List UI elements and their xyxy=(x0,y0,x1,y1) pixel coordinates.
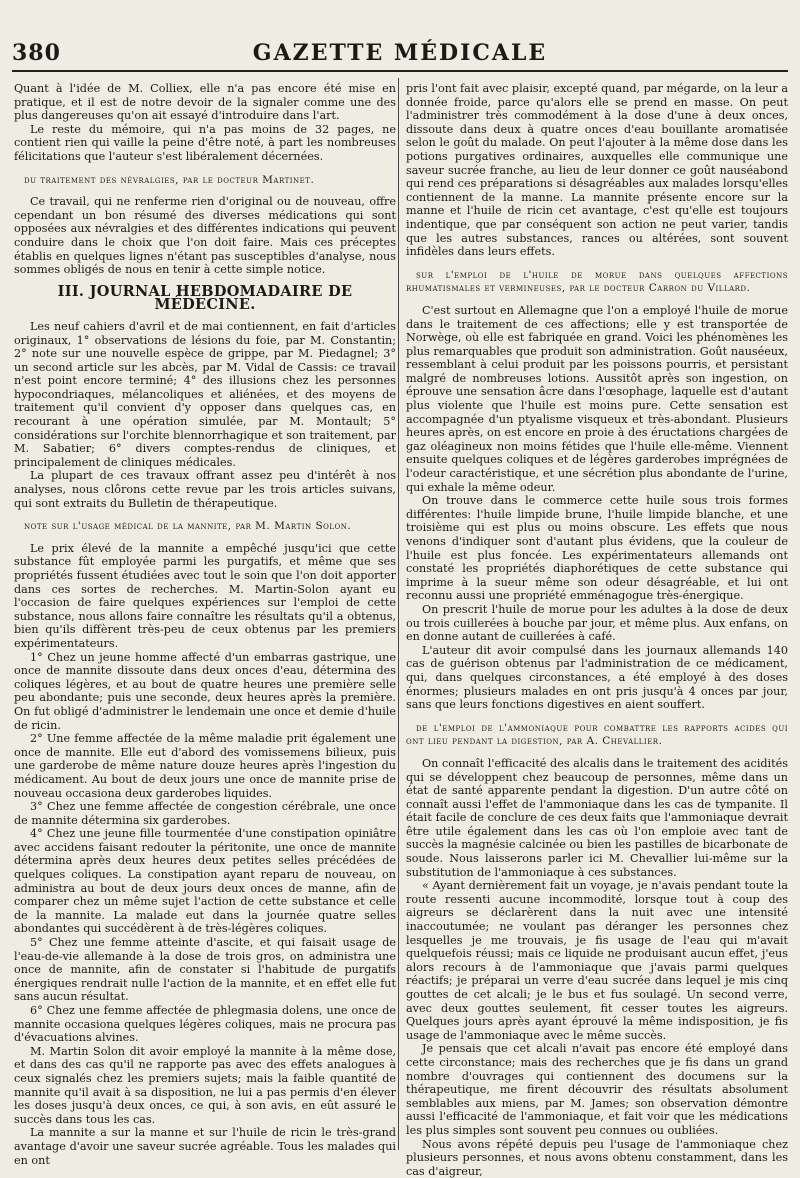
paragraph: 6° Chez une femme affectée de phlegmasia dolens, une once de mannite occasiona quelques légères coliques, mais ne procura pas d'évacuations alvines. xyxy=(14,1004,396,1045)
paragraph: pris l'ont fait avec plaisir, excepté quand, par mégarde, on la leur a donnée froide, parce qu'alors elle se prend en masse. On peut l'administrer très commodément à la dose d'une à deux onces, dissoute dans deux à quatre onces d'eau bouillante aromatisée selon le goût du malade. On peut l'ajouter à la même dose dans les potions purgatives ordinaires, auxquelles elle communique une saveur sucrée franche, au lieu de leur donner ce goût nauséabond qui rend ces préparations si désagréables aux malades lorsqu'elles contiennent de la manne. La mannite présente encore sur la manne et l'huile de ricin cet avantage, c'est qu'elle est toujours indentique, que par conséquent son action ne peut varier, tandis que les autres substances, rances ou altérées, sont souvent infidèles dans leurs effets. xyxy=(406,82,788,259)
journal-title: GAZETTE MÉDICALE xyxy=(252,40,548,66)
page-number: 380 xyxy=(12,40,61,66)
article-heading: de l'emploi de l'ammoniaque pour combattre les rapports acides qui ont lieu pendant la digestion, par A. Chevallier. xyxy=(406,721,788,748)
article-heading: sur l'emploi de l'huile de morue dans quelques affections rhumatismales et vermineuses, par le docteur Carron du Villard. xyxy=(406,268,788,295)
paragraph: Quant à l'idée de M. Colliex, elle n'a pas encore été mise en pratique, et il est de notre devoir de la signaler comme une des plus dangereuses qu'on ait essayé d'introduire dans l'art. xyxy=(14,82,396,123)
paragraph: « Ayant dernièrement fait un voyage, je n'avais pendant toute la route ressenti aucune incommodité, lorsque tout à coup des aigreurs se déclarèrent dans la nuit avec une intensité inaccoutumée; ne voulant pas déranger les personnes chez lesquelles je me trouvais, je fis usage de l'eau qui m'avait quelquefois réussi; mais ce liquide ne produisant aucun effet, j'eus alors recours à de l'ammoniaque que j'avais parmi quelques réactifs; je préparai un verre d'eau sucrée dans lequel je mis cinq gouttes de cet alcali; je le bus et fus soulagé. Un second verre, avec deux gouttes seulement, fit cesser toutes les aigreurs. Quelques jours après ayant éprouvé la même indisposition, je fis usage de l'ammoniaque avec le même succès. xyxy=(406,879,788,1042)
paragraph: 1° Chez un jeune homme affecté d'un embarras gastrique, une once de mannite dissoute dans deux onces d'eau, détermina des coliques légères, et au bout de quatre heures une première selle peu abondante; puis une seconde, deux heures après la première. On fut obligé d'administrer le lendemain une once et demie d'huile de ricin. xyxy=(14,650,396,732)
paragraph: On prescrit l'huile de morue pour les adultes à la dose de deux ou trois cuillerées à bouche par jour, et même plus. Aux enfans, on en donne autant de cuillerées à café. xyxy=(406,602,788,644)
section-title: III. JOURNAL HEBDOMADAIRE DE MÉDECINE. xyxy=(57,282,353,314)
paragraph: Le reste du mémoire, qui n'a pas moins de 32 pages, ne contient rien qui vaille la peine d'être noté, à part les nombreuses félicitations que l'auteur s'est libéralement décernées. xyxy=(14,122,396,163)
left-column xyxy=(14,82,396,1167)
article-heading: note sur l'usage médical de la mannite, par M. Martin Solon. xyxy=(24,520,352,533)
paragraph: 5° Chez une femme atteinte d'ascite, et qui faisait usage de l'eau-de-vie allemande à la dose de trois gros, on administra une once de mannite, afin de constater si l'habitude de purgatifs énergiques rendrait nulle l'action de la mannite, et en effet elle fut sans aucun résultat. xyxy=(14,936,396,1004)
paragraph: Ce travail, qui ne renferme rien d'original ou de nouveau, offre cependant un bon résumé des diverses médications qui sont opposées aux névralgies et des différentes indications qui peuvent conduire dans le choix que l'on doit faire. Mais ces préceptes établis en quelques lignes n'étant pas susceptibles d'analyse, nous sommes obligés de nous en tenir à cette simple notice. xyxy=(14,195,396,277)
paragraph: 2° Une femme affectée de la même maladie prit également une once de mannite. Elle eut d'abord des vomissemens bilieux, puis une garderobe de même nature douze heures après l'ingestion du médicament. Au bout de deux jours une once de mannite prise de nouveau occasiona deux garderobes liquides. xyxy=(14,732,396,800)
paragraph: 3° Chez une femme affectée de congestion cérébrale, une once de mannite détermina six garderobes. xyxy=(14,800,396,827)
paragraph: Nous avons répété depuis peu l'usage de l'ammoniaque chez plusieurs personnes, et nous avons obtenu constamment, dans les cas d'aigreur, xyxy=(406,1137,788,1178)
paragraph: Les neuf cahiers d'avril et de mai contiennent, en fait d'articles originaux, 1° observations de lésions du foie, par M. Constantin; 2° note sur une nouvelle espèce de grippe, par M. Piedagnel; 3° un second article sur les abcès, par M. Vidal de Cassis: ce travail n'est point encore terminé; 4° des illusions chez les personnes hypocondriaques, mélancoliques et aliénées, et des moyens de traitement qu'il convient d'y opposer dans quelques cas, en recourant à une opération simulée, par M. Montault; 5° considérations sur l'orchite blennorrhagique et son traitement, par M. Sabatier; 6° divers comptes-rendus de cliniques, et principalement de cliniques médicales. xyxy=(14,319,396,469)
paragraph: La mannite a sur la manne et sur l'huile de ricin le très-grand avantage d'avoir une saveur sucrée agréable. Tous les malades qui en ont xyxy=(14,1126,396,1167)
paragraph: Le prix élevé de la mannite a empêché jusqu'ici que cette substance fût employée parmi les purgatifs, et même que ses propriétés fussent étudiées avec tout le soin que l'on doit apporter dans ces sortes de recherches. M. Martin-Solon ayant eu l'occasion de faire quelques expériences sur l'emploi de cette substance, nous allons faire connaître les résultats qu'il a obtenus, bien qu'ils diffèrent très-peu de ceux obtenus par les premiers expérimentateurs. xyxy=(14,541,396,650)
column-divider xyxy=(398,78,399,1150)
header-rule xyxy=(12,70,788,72)
paragraph: On connaît l'efficacité des alcalis dans le traitement des acidités qui se développent chez beaucoup de personnes, même dans un état de santé apparente pendant la digestion. D'un autre côté on connaît aussi l'effet de l'ammoniaque dans les cas de tympanite. Il était facile de conclure de ces deux faits que l'ammoniaque devrait être utile également dans les cas où l'on emploie avec tant de succès la magnésie calcinée ou bien les pastilles de bicarbonate de soude. Nous laisserons parler ici M. Chevallier lui-même sur la substitution de l'ammoniaque à ces substances. xyxy=(406,756,788,879)
paragraph: On trouve dans le commerce cette huile sous trois formes différentes: l'huile limpide brune, l'huile limpide blanche, et une troisième qui est plus ou moins obscure. Les effets que nous venons d'indiquer sont d'autant plus évidens, que la couleur de l'huile est plus foncée. Les expérimentateurs allemands ont constaté les propriétés diaphorétiques de cette substance qui imprime à la sueur même son odeur désagréable, et lui ont reconnu aussi une propriété emménagogue très-énergique. xyxy=(406,494,788,603)
paragraph: L'auteur dit avoir compulsé dans les journaux allemands 140 cas de guérison obtenus par l'administration de ce médicament, qui, dans quelques circonstances, a été employé à des doses énormes; plusieurs malades en ont pris jusqu'à 4 onces par jour, sans que leurs fonctions digestives en aient souffert. xyxy=(406,643,788,712)
paragraph: Je pensais que cet alcali n'avait pas encore été employé dans cette circonstance; mais des recherches que je fis dans un grand nombre d'ouvrages qui contiennent des documens sur la thérapeutique, me firent découvrir des résultats absolument semblables aux miens, par M. James; son observation démontre aussi l'efficacité de l'ammoniaque, et fait voir que les médications les plus simples sont souvent peu connues ou oubliées. xyxy=(406,1042,788,1137)
paragraph: 4° Chez une jeune fille tourmentée d'une constipation opiniâtre avec accidens faisant redouter la péritonite, une once de mannite détermina après deux heures deux petites selles précédées de quelques coliques. La constipation ayant reparu de nouveau, on administra au bout de deux jours deux onces de manne, afin de comparer chez un même sujet l'action de cette substance et celle de la mannite. La malade eut dans la journée quatre selles abondantes qui succédèrent à de très-légères coliques. xyxy=(14,827,396,936)
page-header xyxy=(12,38,788,72)
right-column xyxy=(406,82,788,1178)
paragraph: C'est surtout en Allemagne que l'on a employé l'huile de morue dans le traitement de ces affections; elle y est transportée de Norwège, où elle est fabriquée en grand. Voici les phénomènes les plus remarquables que produit son administration. Goût nauséeux, ressemblant à celui produit par les poissons pourris, et persistant malgré de nombreuses lotions. Aussitôt après son ingestion, on éprouve une sensation âcre dans l'œsophage, laquelle est d'autant plus violente que l'huile est moins pure. Cette sensation est accompagnée d'un ptyalisme visqueux et très-abondant. Plusieurs heures après, on est encore en proie à des éructations chargées de gaz oléagineux non moins fétides que l'huile elle-même. Viennent ensuite quelques coliques et de légères garderobes imprégnées de l'odeur caractéristique, et une sécrétion plus abondante de l'urine, qui exhale la même odeur. xyxy=(406,303,788,494)
paragraph: La plupart de ces travaux offrant assez peu d'intérêt à nos analyses, nous clôrons cette revue par les trois articles suivans, qui sont extraits du Bulletin de thérapeutique. xyxy=(14,469,396,510)
paragraph: M. Martin Solon dit avoir employé la mannite à la même dose, et dans des cas qu'il ne rapporte pas avec des effets analogues à ceux signalés chez les premiers sujets; mais la faible quantité de mannite qu'il avait à sa disposition, ne lui a pas permis d'en élever les doses jusqu'à deux onces, ce qui, à son avis, en eût assuré le succès dans tous les cas. xyxy=(14,1044,396,1126)
article-heading: du traitement des névralgies, par le docteur Martinet. xyxy=(24,173,315,186)
